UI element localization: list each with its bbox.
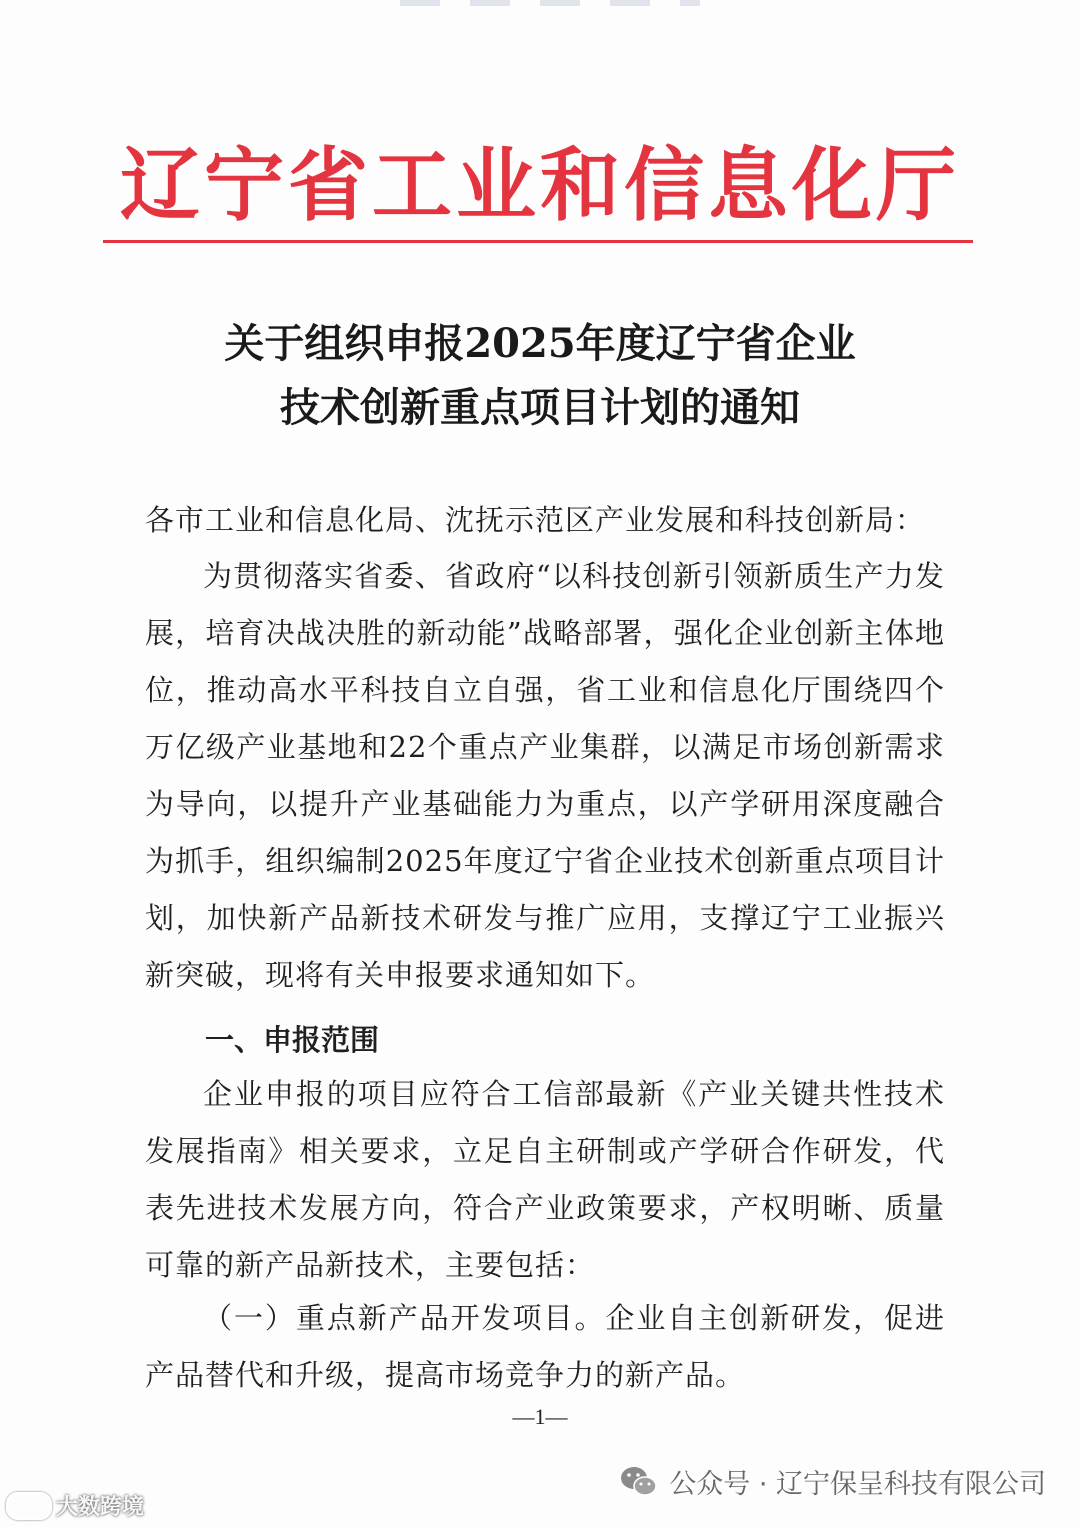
salutation: 各市工业和信息化局、沈抚示范区产业发展和科技创新局： — [145, 503, 926, 537]
paragraph-new-product: （一）重点新产品开发项目。企业自主创新研发，促进产品替代和升级，提高市场竞争力的新产品。 — [145, 1301, 945, 1392]
watermark-left — [6, 1490, 144, 1521]
paragraph-intro: 为贯彻落实省委、省政府“以科技创新引领新质生产力发展，培育决战决胜的新动能”战略部署，强化企业创新主体地位，推动高水平科技自立自强，省工业和信息化厅围绕四个万亿级产业基地和22个重点产业集群，以满足市场创新需求为导向，以提升产业基础能力为重点，以产学研用深度融合为抓手，组织编制2025年度辽宁省企业技术创新重点项目计划，加快新产品新技术研发与推广应用，支撑辽宁工业振兴新突破，现将有关申报要求通知如下。 — [145, 559, 945, 992]
watermark-right-text: 公众号 · 辽宁保呈科技有限公司 — [669, 1469, 1046, 1500]
watermark-left-text: 大数跨境 — [56, 1495, 145, 1520]
agency-header: 辽宁省工业和信息化厅 — [120, 138, 960, 232]
title-line-1: 关于组织申报2025年度辽宁省企业 — [224, 320, 856, 367]
title-line-2: 技术创新重点项目计划的通知 — [280, 384, 800, 431]
page-number: —1— — [512, 1404, 568, 1429]
section-heading-scope: 一、申报范围 — [205, 1023, 380, 1057]
wechat-icon — [619, 1464, 659, 1500]
red-divider-line — [103, 240, 973, 243]
paragraph-scope: 企业申报的项目应符合工信部最新《产业关键共性技术发展指南》相关要求，立足自主研制或产学研合作研发，代表先进技术发展方向，符合产业政策要求，产权明晰、质量可靠的新产品新技术，主要包括： — [145, 1077, 945, 1282]
watermark-right — [619, 1462, 1046, 1501]
document-title — [100, 312, 980, 440]
watermark-logo-icon — [6, 1492, 52, 1520]
scan-artifact — [400, 0, 700, 6]
